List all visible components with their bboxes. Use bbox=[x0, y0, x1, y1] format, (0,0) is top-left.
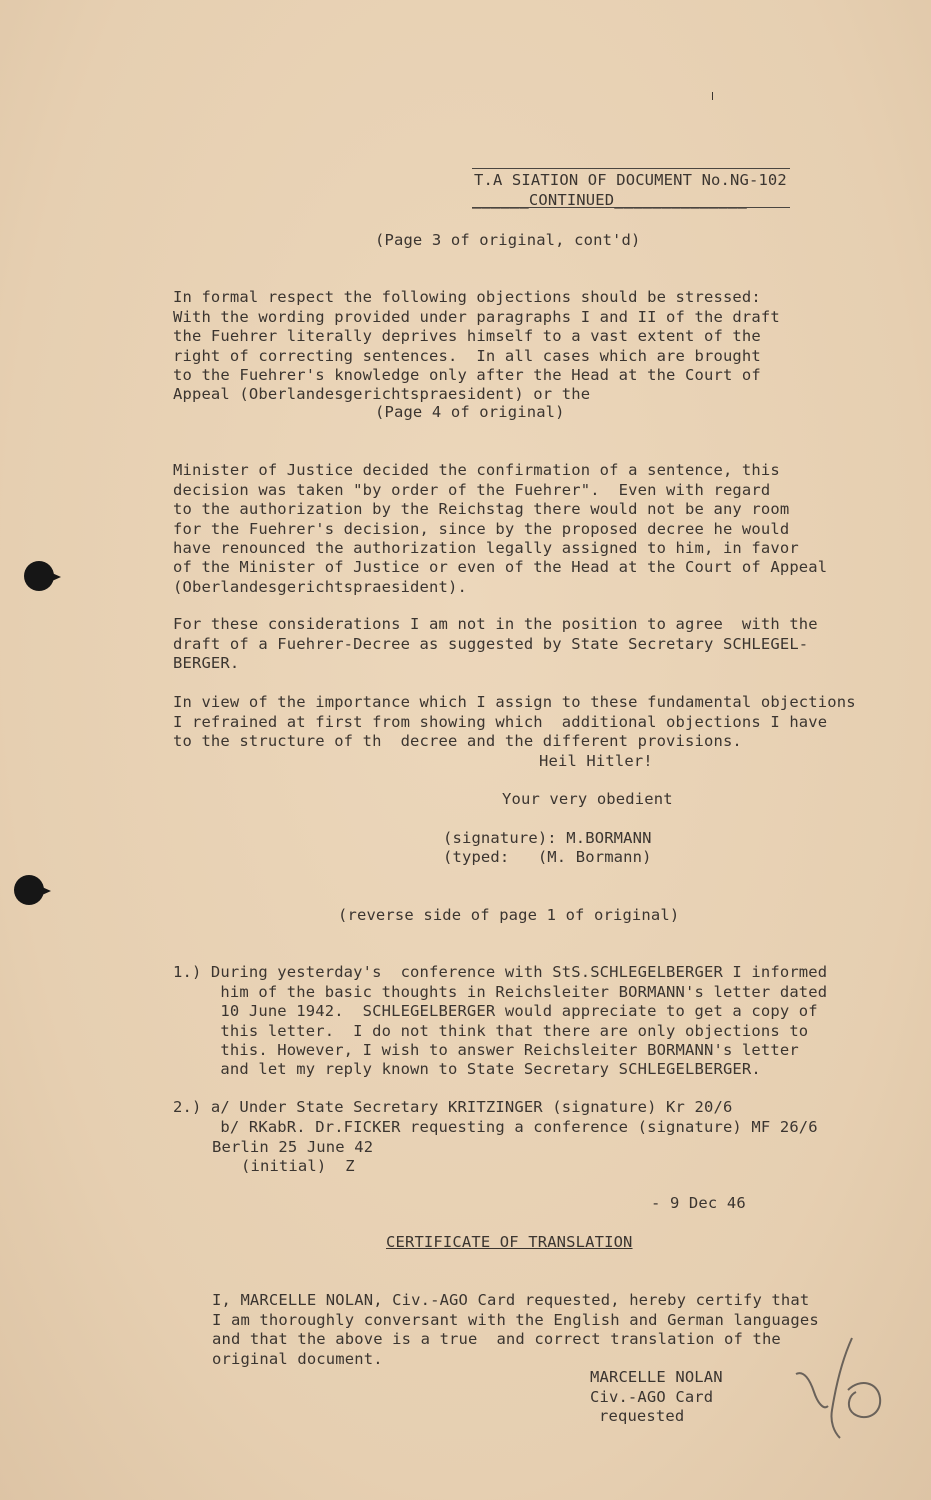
page-note-reverse: (reverse side of page 1 of original) bbox=[338, 906, 680, 924]
paragraph-4-line: to the structure of th decree and the different provisions. bbox=[173, 732, 742, 751]
stray-mark bbox=[712, 92, 713, 100]
place-date: Berlin 25 June 42 bbox=[212, 1138, 374, 1156]
paragraph-1-line: to the Fuehrer's knowledge only after the Head at the Court of bbox=[173, 366, 761, 385]
header-continued: ______CONTINUED______________ bbox=[472, 191, 747, 209]
typed-name-line: (typed: (M. Bormann) bbox=[443, 848, 652, 866]
paragraph-4-line: I refrained at first from showing which additional objections I have bbox=[173, 712, 828, 731]
note-2-line: b/ RKabR. Dr.FICKER requesting a conference (signature) MF 26/6 bbox=[173, 1117, 818, 1136]
certificate-line: I, MARCELLE NOLAN, Civ.-AGO Card requested, hereby certify that bbox=[212, 1291, 810, 1310]
translator-requested: requested bbox=[599, 1407, 685, 1426]
header-rule-bottom bbox=[472, 207, 790, 208]
paragraph-2-line: decision was taken "by order of the Fuehrer". Even with regard bbox=[173, 480, 771, 499]
paragraph-3-line: draft of a Fuehrer-Decree as suggested by State Secretary SCHLEGEL- bbox=[173, 634, 809, 653]
initial-line: (initial) Z bbox=[241, 1157, 355, 1175]
signature-line: (signature): M.BORMANN bbox=[443, 829, 652, 847]
translator-card: Civ.-AGO Card bbox=[590, 1387, 714, 1406]
certificate-body bbox=[212, 1272, 819, 1408]
paragraph-3-line: For these considerations I am not in the position to agree with the bbox=[173, 615, 818, 634]
punch-hole-top bbox=[24, 561, 54, 591]
paragraph-2-line: Minister of Justice decided the confirmation of a sentence, this bbox=[173, 461, 780, 480]
paragraph-4-line: In view of the importance which I assign to these fundamental objections bbox=[173, 693, 856, 712]
paragraph-1-line: With the wording provided under paragraphs I and II of the draft bbox=[173, 307, 780, 326]
paragraph-2-line: of the Minister of Justice or even of the Head at the Court of Appeal bbox=[173, 558, 828, 577]
note-1-line: 10 June 1942. SCHLEGELBERGER would appreciate to get a copy of bbox=[173, 1002, 818, 1021]
punch-hole-bottom bbox=[14, 875, 44, 905]
paragraph-2-line: have renounced the authorization legally assigned to him, in favor bbox=[173, 539, 799, 558]
note-1-line: him of the basic thoughts in Reichsleiter BORMANN's letter dated bbox=[173, 982, 828, 1001]
paragraph-1-line: right of correcting sentences. In all cases which are brought bbox=[173, 346, 761, 365]
certificate-title: CERTIFICATE OF TRANSLATION bbox=[386, 1233, 633, 1251]
translator-name: MARCELLE NOLAN bbox=[590, 1368, 723, 1387]
salutation: Heil Hitler! bbox=[539, 752, 653, 770]
paragraph-1-line: In formal respect the following objections should be stressed: bbox=[173, 288, 761, 307]
note-2-line: 2.) a/ Under State Secretary KRITZINGER (signature) Kr 20/6 bbox=[173, 1098, 733, 1117]
closing-phrase: Your very obedient bbox=[502, 790, 673, 808]
handwritten-scribble bbox=[790, 1330, 900, 1440]
note-1-line: this letter. I do not think that there are only objections to bbox=[173, 1021, 809, 1040]
certificate-line: I am thoroughly conversant with the English and German languages bbox=[212, 1310, 819, 1329]
page-note-3: (Page 3 of original, cont'd) bbox=[375, 231, 641, 249]
paragraph-1-line: the Fuehrer literally deprives himself to a vast extent of the bbox=[173, 327, 761, 346]
paragraph-2-line: for the Fuehrer's decision, since by the proposed decree he would bbox=[173, 519, 790, 538]
paragraph-4 bbox=[173, 674, 856, 790]
paragraph-1-line: Appeal (Oberlandesgerichtspraesident) or the bbox=[173, 385, 591, 404]
header-rule-top bbox=[472, 168, 790, 169]
paragraph-2-line: (Oberlandesgerichtspraesident). bbox=[173, 577, 467, 596]
page-note-4: (Page 4 of original) bbox=[375, 403, 565, 421]
note-1-line: and let my reply known to State Secretary SCHLEGELBERGER. bbox=[173, 1060, 761, 1079]
certificate-line: and that the above is a true and correct translation of the bbox=[212, 1330, 781, 1349]
paragraph-3-line: BERGER. bbox=[173, 654, 240, 673]
certificate-date: - 9 Dec 46 bbox=[651, 1194, 746, 1212]
note-1-line: 1.) During yesterday's conference with StS.SCHLEGELBERGER I informed bbox=[173, 963, 828, 982]
certificate-line: original document. bbox=[212, 1349, 383, 1368]
paragraph-2-line: to the authorization by the Reichstag there would not be any room bbox=[173, 500, 790, 519]
translator-block bbox=[590, 1349, 723, 1465]
header-title: T.A SIATION OF DOCUMENT No.NG-102 bbox=[474, 171, 787, 189]
note-1-line: this. However, I wish to answer Reichsleiter BORMANN's letter bbox=[173, 1041, 799, 1060]
